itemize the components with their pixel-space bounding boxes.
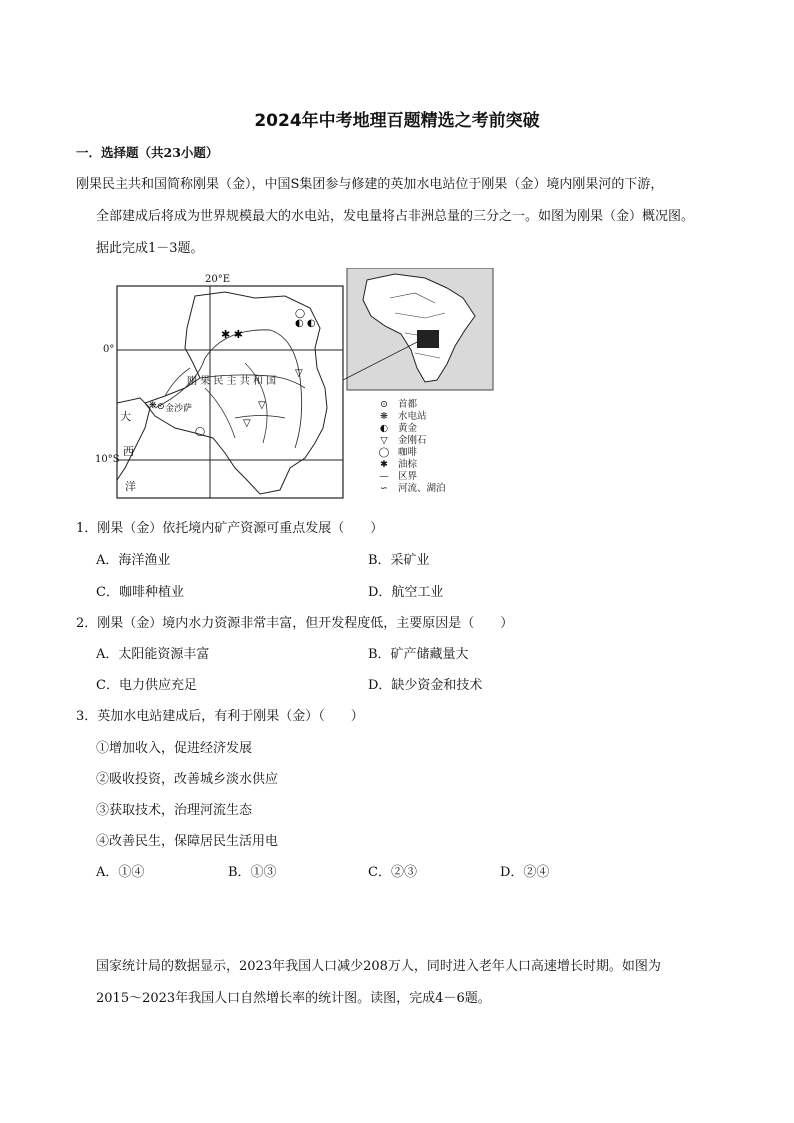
legend-diamond: ▽ 金刚石 <box>376 432 427 446</box>
coffee-icon: ◯ <box>378 447 390 458</box>
diamond-icon: ▽ <box>258 400 266 411</box>
diamond-icon: ▽ <box>243 418 251 429</box>
page-title: 2024年中考地理百题精选之考前突破 <box>254 111 540 131</box>
capital-icon: ⊙ <box>380 399 388 410</box>
question-3-option-b[interactable]: B．①③ <box>228 865 277 880</box>
question-3-option-d[interactable]: D．②④ <box>500 865 550 880</box>
river-lake-icon: ∽ <box>380 483 388 494</box>
country-label: 刚 果 民 主 共 和 国 <box>187 376 277 387</box>
question-3-option-c[interactable]: C．②③ <box>368 865 417 880</box>
passage2-line2: 2015～2023年我国人口自然增长率的统计图。读图，完成4－6题。 <box>96 991 491 1006</box>
hydropower-icon: ❋ <box>149 401 157 411</box>
oil-palm-icon: ✱ ✱ <box>221 328 243 341</box>
question-3-item-3: ③获取技术，治理河流生态 <box>96 803 253 818</box>
question-1-option-a[interactable]: A．海洋渔业 <box>96 553 171 568</box>
lon-label: 20°E <box>205 274 231 285</box>
question-1-option-c[interactable]: C．咖啡种植业 <box>96 585 184 600</box>
hydropower-icon: ❋ <box>380 411 388 422</box>
legend-coffee: ◯ 咖啡 <box>376 444 417 458</box>
legend-capital: ⊙ 首都 <box>376 396 417 410</box>
question-2-option-d[interactable]: D．缺少资金和技术 <box>368 678 483 693</box>
question-2-option-c[interactable]: C．电力供应充足 <box>96 678 197 693</box>
passage1-line3: 据此完成1－3题。 <box>96 241 204 256</box>
question-1-option-d[interactable]: D．航空工业 <box>368 585 444 600</box>
question-3-item-2: ②吸收投资，改善城乡淡水供应 <box>96 772 279 787</box>
question-1-option-b[interactable]: B．采矿业 <box>368 553 430 568</box>
question-3-item-4: ④改善民生，保障居民生活用电 <box>96 834 279 849</box>
lat-label-0: 0° <box>103 344 115 355</box>
ocean-label-1: 大 <box>120 410 131 423</box>
city-label: 金沙萨 <box>165 404 193 414</box>
question-2-option-b[interactable]: B．矿产储藏量大 <box>368 647 469 662</box>
passage1-line1: 刚果民主共和国简称刚果（金），中国S集团参与修建的英加水电站位于刚果（金）境内刚果河的下游， <box>76 177 664 192</box>
gold-icon: ◐ ◐ <box>295 318 316 329</box>
question-2-option-a[interactable]: A．太阳能资源丰富 <box>96 647 210 662</box>
lat-label-10s: 10°S <box>95 454 120 465</box>
congo-map <box>95 268 505 508</box>
passage1-line2: 全部建成后将成为世界规模最大的水电站，发电量将占非洲总量的三分之一。如图为刚果（金）概况图。 <box>96 209 695 224</box>
section-heading: 一．选择题（共23小题） <box>76 145 219 160</box>
passage2-line1: 国家统计局的数据显示，2023年我国人口减少208万人，同时进入老年人口高速增长时期。如图为 <box>96 959 661 974</box>
legend-oil-palm: ✱ 油棕 <box>376 456 417 470</box>
gold-icon: ◐ <box>379 423 389 434</box>
diamond-icon: ▽ <box>295 368 303 379</box>
ocean-label-2: 西 <box>123 445 134 458</box>
coffee-icon: ◯ <box>295 309 306 319</box>
diamond-icon: ▽ <box>380 435 388 446</box>
legend-river-lake: ∽ 河流、湖泊 <box>376 480 446 494</box>
drc-highlight <box>417 330 439 348</box>
question-1-stem: 1．刚果（金）依托境内矿产资源可重点发展（ ） <box>76 521 384 536</box>
ocean-label-3: 洋 <box>125 480 136 493</box>
congo-map-figure <box>95 268 505 508</box>
legend-hydropower: ❋ 水电站 <box>376 408 427 422</box>
oil-palm-icon: ✱ <box>380 459 388 470</box>
coffee-icon: ◯ <box>195 427 206 437</box>
boundary-icon: — <box>379 471 389 482</box>
legend-boundary: — 区界 <box>376 468 417 482</box>
question-2-stem: 2．刚果（金）境内水力资源非常丰富，但开发程度低，主要原因是（ ） <box>76 616 514 631</box>
question-3-option-a[interactable]: A．①④ <box>96 865 145 880</box>
capital-icon: ⊙ <box>157 402 165 412</box>
question-3-item-1: ①增加收入，促进经济发展 <box>96 741 253 756</box>
question-3-stem: 3．英加水电站建成后，有利于刚果（金）（ ） <box>76 709 364 724</box>
legend-gold: ◐ 黄金 <box>376 420 417 434</box>
